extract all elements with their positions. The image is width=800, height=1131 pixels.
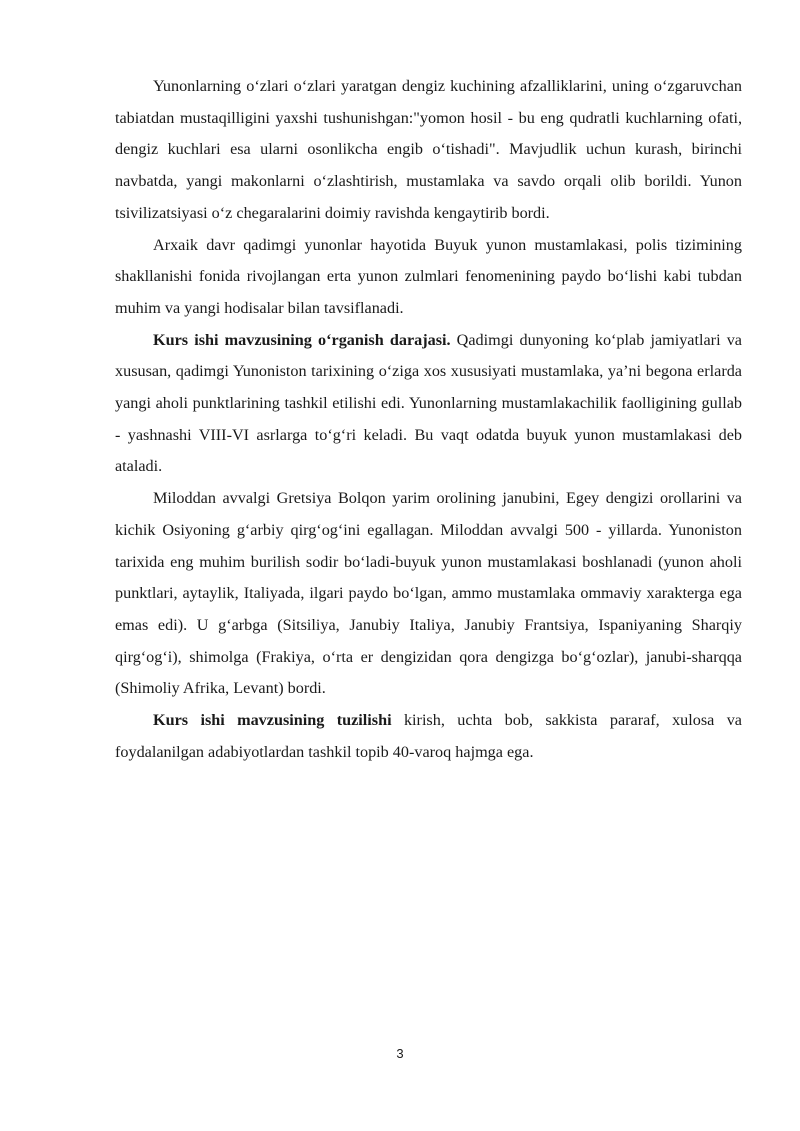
paragraph-4-text: Miloddan avvalgi Gretsiya Bolqon yarim orolining janubini, Egey dengizi orollarini va kichik Osiyoning g‘arbiy qirg‘og‘ini egallagan. Miloddan avvalgi 500 - yillarda. Yunoniston tarixida eng muhim burilish sodir bo‘ladi-buyuk yunon mustamlakasi boshlanadi (yunon aholi punktlari, aytaylik, Italiyada, ilgari paydo bo‘lgan, ammo mustamlaka ommaviy xarakterga ega emas edi). U g‘arbga (Sitsiliya, Janubiy Italiya, Janubiy Frantsiya, Ispaniyaning Sharqiy qirg‘og‘i), shimolga (Frakiya, o‘rta er dengizidan qora dengizga bo‘g‘ozlar), janubi-sharqqa (Shimoliy Afrika, Levant) bordi. <box>115 489 742 698</box>
paragraph-2-text: Arxaik davr qadimgi yunonlar hayotida Buyuk yunon mustamlakasi, polis tizimining shakllanishi fonida rivojlangan erta yunon zulmlari fenomenining paydo bo‘lishi kabi tubdan muhim va yangi hodisalar bilan tavsiflanadi. <box>115 235 742 317</box>
paragraph-4 <box>115 483 742 705</box>
paragraph-5 <box>115 705 742 768</box>
paragraph-1 <box>115 71 742 230</box>
paragraph-5-text: kirish, uchta bob, sakkista pararaf, xulosa va foydalanilgan adabiyotlardan tashkil topib 40-varoq hajmga ega. <box>115 711 742 761</box>
paragraph-2 <box>115 230 742 325</box>
paragraph-3-text: Qadimgi dunyoning ko‘plab jamiyatlari va xususan, qadimgi Yunoniston tarixining o‘ziga xos xususiyati mustamlaka, ya’ni begona erlarda yangi aholi punktlarining tashkil etilishi edi. Yunonlarning mustamlakachilik faolligining gullab - yashnashi VIII-VI asrlarga to‘g‘ri keladi. Bu vaqt odatda buyuk yunon mustamlakasi deb ataladi. <box>115 330 742 476</box>
paragraph-5-lead: Kurs ishi mavzusining tuzilishi <box>153 711 392 730</box>
paragraph-3 <box>115 325 742 484</box>
page-number: 3 <box>396 1046 404 1061</box>
document-body <box>115 71 742 768</box>
paragraph-1-text: Yunonlarning o‘zlari o‘zlari yaratgan dengiz kuchining afzalliklarini, uning o‘zgaruvchan tabiatdan mustaqilligini yaxshi tushunishgan:"yomon hosil - bu eng qudratli kuchlarning ofati, dengiz kuchlari esa ularni osonlikcha engib o‘tishadi". Mavjudlik uchun kurash, birinchi navbatda, yangi makonlarni o‘zlashtirish, mustamlaka va savdo orqali olib borildi. Yunon tsivilizatsiyasi o‘z chegaralarini doimiy ravishda kengaytirib bordi. <box>115 77 742 222</box>
paragraph-3-lead: Kurs ishi mavzusining o‘rganish darajasi. <box>153 330 451 349</box>
